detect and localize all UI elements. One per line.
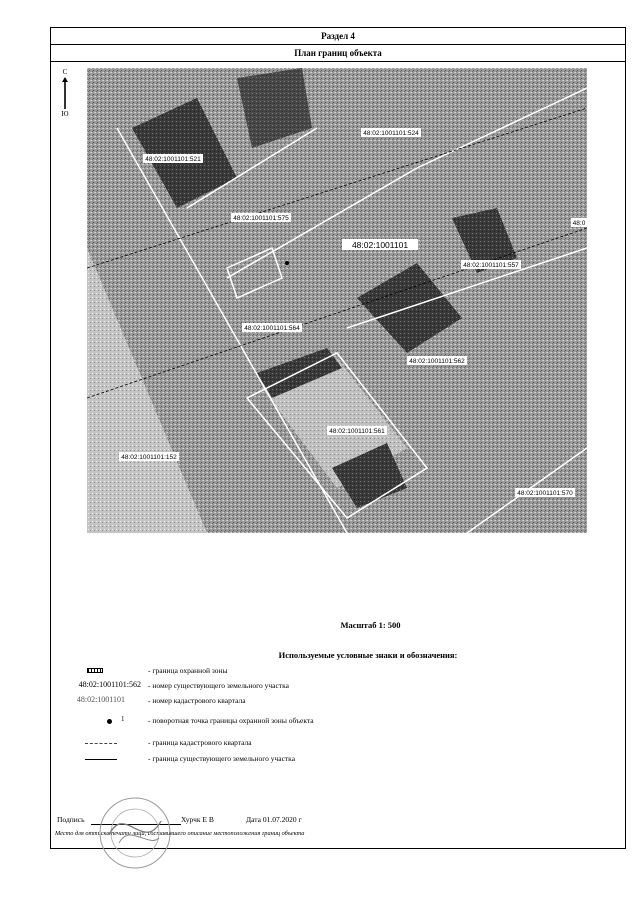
signature-row [51, 813, 625, 827]
map-label [231, 213, 291, 222]
svg-text:48:02:1001101:564: 48:02:1001101:564 [244, 325, 300, 332]
turning-point-marker [285, 261, 289, 265]
legend-title: Используемые условные знаки и обозначения: [278, 650, 458, 660]
map-label [242, 323, 302, 332]
orthophoto-map [87, 68, 587, 533]
svg-text:48:02:1001101:152: 48:02:1001101:152 [121, 454, 177, 461]
svg-text:48:0: 48:0 [572, 220, 586, 227]
compass [59, 68, 71, 118]
svg-text:48:02:1001101:575: 48:02:1001101:575 [233, 215, 289, 222]
document-frame [50, 27, 626, 849]
map-label-text: 48:02:1001101:521 [145, 156, 201, 163]
dashed-line-icon [85, 743, 117, 744]
compass-arrow-icon [62, 77, 68, 109]
section-header: Раздел 4 [51, 28, 625, 45]
signature-line [91, 824, 181, 825]
map-canvas [87, 68, 587, 533]
legend-item-turning-point: 1 - поворотная точка границы охранной зоны объекта [51, 715, 625, 729]
map-label [327, 426, 387, 435]
map-scale: Масштаб 1: 500 [340, 620, 401, 630]
legend-item-parcel-number: 48:02:1001101:562 - номер существующего земельного участка [51, 680, 625, 694]
map-label [119, 452, 179, 461]
map-label [461, 260, 521, 269]
signature-date: Дата 01.07.2020 г [246, 815, 302, 824]
legend-item-quarter-number: 48:02:1001101 - номер кадастрового квартала [51, 695, 625, 709]
legend-item-protection-zone: - граница охранной зоны [51, 665, 625, 679]
svg-text:48:02:1001101:524: 48:02:1001101:524 [363, 130, 419, 137]
compass-north-label: С [62, 68, 68, 76]
solid-line-icon [85, 759, 117, 760]
legend-item-parcel-boundary: - граница существующего земельного участка [51, 753, 625, 767]
svg-text:48:02:1001101: 48:02:1001101 [351, 240, 409, 250]
stamp-footnote: Место для оттиска печати лица, составившего описание местоположения границ объекта [55, 830, 305, 837]
protection-zone-symbol-icon [87, 668, 103, 673]
svg-text:48:02:1001101:570: 48:02:1001101:570 [517, 490, 573, 497]
map-label [515, 488, 575, 497]
parcel-number-sample: 48:02:1001101:562 [78, 680, 141, 689]
quarter-number-sample: 48:02:1001101 [76, 695, 125, 704]
svg-text:48:02:1001101:561: 48:02:1001101:561 [329, 428, 385, 435]
map-label [361, 128, 421, 137]
svg-text:48:02:1001101:562: 48:02:1001101:562 [409, 358, 465, 365]
map-label [143, 154, 203, 163]
legend-item-quarter-boundary: - граница кадастрового квартала [51, 737, 625, 751]
map-label [407, 356, 467, 365]
svg-text:48:02:1001101:557: 48:02:1001101:557 [463, 262, 519, 269]
signature-label: Подпись [57, 815, 85, 824]
map-label [342, 239, 418, 250]
compass-south-label: Ю [61, 110, 69, 118]
turning-point-icon [107, 719, 112, 724]
map-label [571, 218, 587, 227]
plan-title: План границ объекта [51, 45, 625, 62]
signatory-name: Хурчк Е В [181, 815, 214, 824]
